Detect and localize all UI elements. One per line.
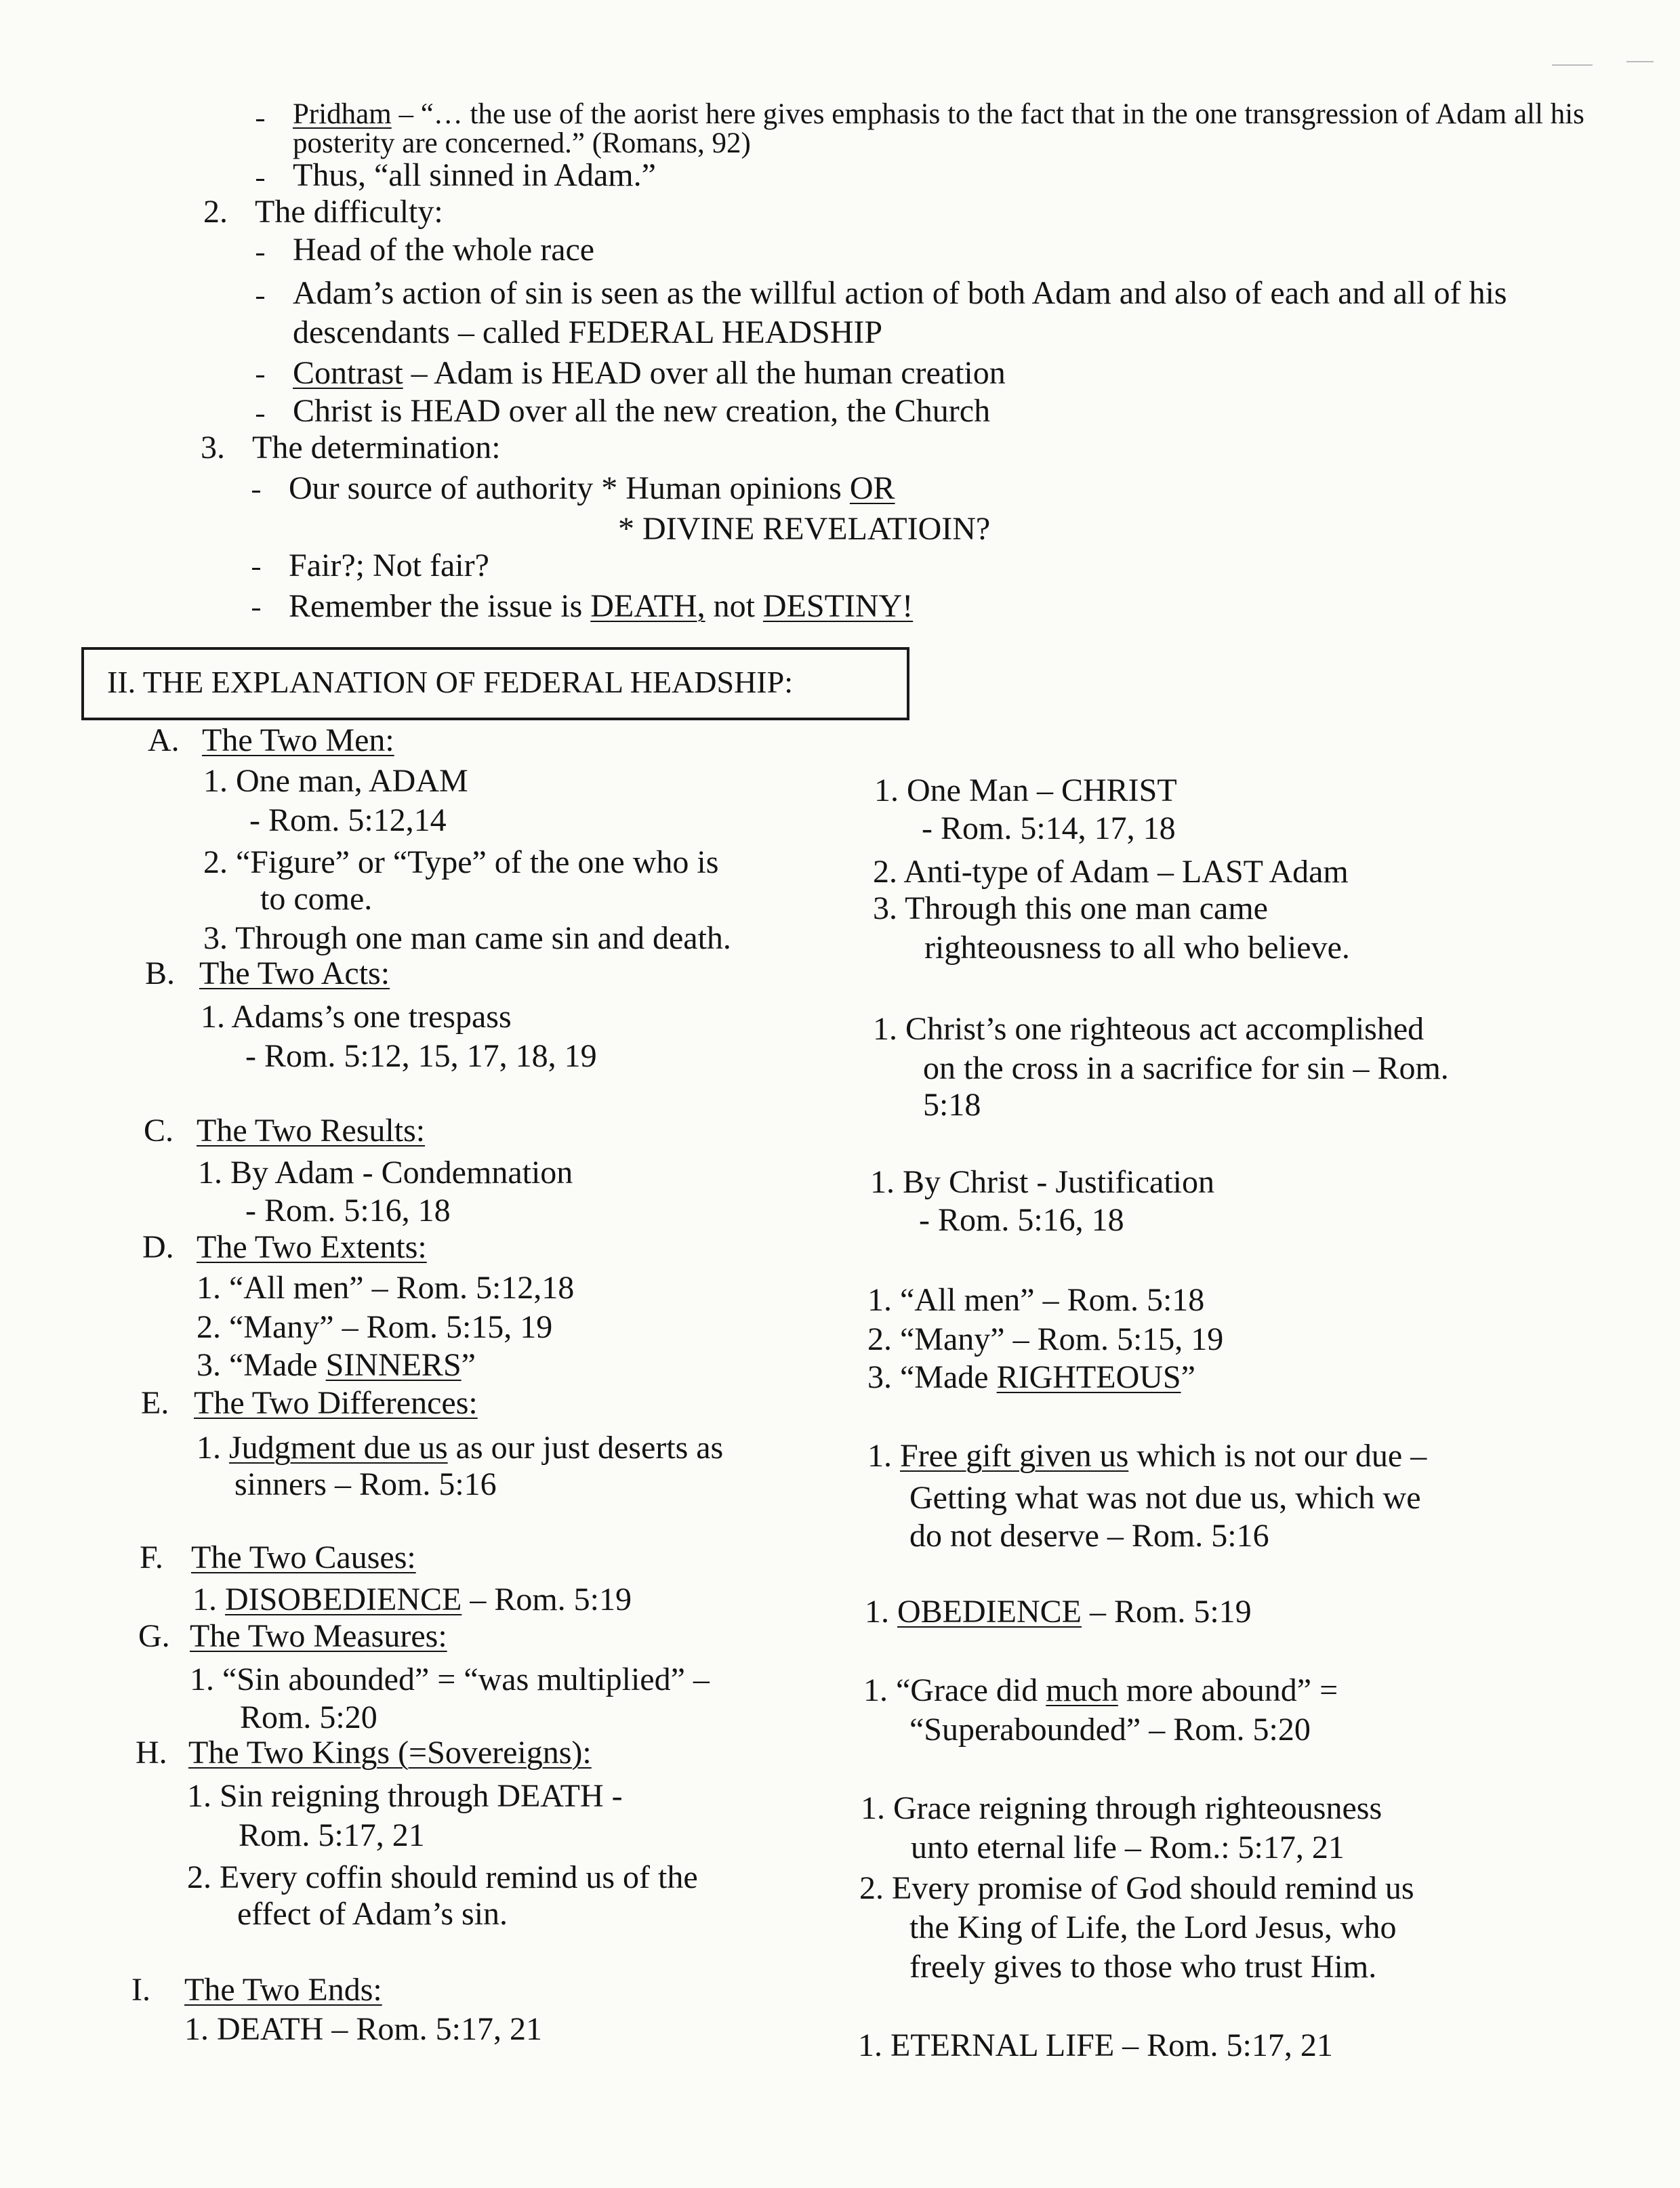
outline-heading: The Two Differences: [194,1385,478,1421]
outline-letter: G. [138,1618,170,1654]
outline-heading: The Two Kings (=Sovereigns): [188,1735,592,1771]
bullet-text-cont: * DIVINE REVELATIOIN? [618,511,991,547]
list-heading: The determination: [252,430,501,466]
bullet-text: Contrast – Adam is HEAD over all the human creation [293,355,1006,391]
outline-letter: C. [144,1113,174,1149]
list-heading: The difficulty: [255,194,443,230]
right-item: 1. OBEDIENCE – Rom. 5:19 [865,1594,1252,1630]
outline-heading: The Two Results: [197,1113,426,1149]
outline-letter: B. [145,955,176,991]
bullet-text: Adam’s action of sin is seen as the willful action of both Adam and also of each and all of his [293,275,1507,311]
right-ref: - Rom. 5:16, 18 [919,1202,1124,1238]
bullet-dash [252,568,260,570]
right-item: 1. “Grace did much more abound” = [863,1672,1338,1708]
left-item: 1. Sin reigning through DEATH - [187,1778,623,1814]
author-name: Pridham [293,98,392,130]
right-item: 1. One Man – CHRIST [874,772,1177,808]
bullet-text: Christ is HEAD over all the new creation, the Church [293,393,991,429]
left-item: 3. Through one man came sin and death. [203,920,731,956]
left-item: 3. “Made SINNERS” [197,1347,476,1383]
right-item-cont: righteousness to all who believe. [924,930,1350,966]
right-ref: - Rom. 5:14, 17, 18 [922,810,1176,846]
bullet-text-cont: descendants – called FEDERAL HEADSHIP [293,314,883,350]
outline-heading: The Two Causes: [191,1540,416,1575]
scan-mark [1626,61,1654,62]
left-item: 1. “Sin abounded” = “was multiplied” – [190,1661,710,1697]
right-item-cont: unto eternal life – Rom.: 5:17, 21 [911,1830,1345,1865]
left-item-cont: to come. [260,881,373,917]
left-item: 1. By Adam - Condemnation [198,1155,573,1191]
right-item: 1. By Christ - Justification [870,1164,1214,1200]
right-item: 1. Grace reigning through righteousness [861,1790,1382,1826]
left-item: 2. “Many” – Rom. 5:15, 19 [197,1309,553,1345]
right-item-cont: Getting what was not due us, which we [909,1480,1421,1516]
right-item: 2. Anti-type of Adam – LAST Adam [873,854,1349,890]
outline-letter: F. [140,1540,163,1575]
section-title-box [81,647,909,720]
bullet-dash [256,119,264,121]
left-item: 2. Every coffin should remind us of the [187,1859,698,1895]
outline-heading: The Two Ends: [184,1972,382,2008]
bullet-dash [256,253,264,255]
right-item-cont: the King of Life, the Lord Jesus, who [909,1910,1397,1945]
left-item-cont: effect of Adam’s sin. [237,1896,508,1932]
outline-letter: D. [142,1229,174,1265]
right-item-cont: freely gives to those who trust Him. [909,1949,1377,1985]
left-item: 1. Judgment due us as our just deserts as [197,1430,724,1466]
bullet-dash [256,375,264,377]
bullet-dash [256,297,264,299]
bullet-text: Thus, “all sinned in Adam.” [293,157,656,193]
left-item: 1. DEATH – Rom. 5:17, 21 [184,2011,542,2047]
scan-mark [1552,64,1593,66]
left-item: 1. One man, ADAM [203,763,468,799]
left-ref: - Rom. 5:12,14 [249,802,447,838]
bullet-text: Our source of authority * Human opinions OR [289,470,895,506]
right-item: 2. “Many” – Rom. 5:15, 19 [867,1321,1224,1357]
bullet-dash [256,179,264,181]
left-item-cont: sinners – Rom. 5:16 [234,1466,497,1502]
left-item: 2. “Figure” or “Type” of the one who is [203,844,719,880]
bullet-dash [252,491,260,493]
right-item: 1. Free gift given us which is not our due – [867,1438,1427,1474]
bullet-text: Head of the whole race [293,232,595,268]
right-item: 3. “Made RIGHTEOUS” [867,1359,1195,1395]
bullet-dash [252,608,260,611]
right-item: 1. Christ’s one righteous act accomplished [873,1011,1425,1047]
quote-line: Pridham – “… the use of the aorist here gives emphasis to the fact that in the one transgression of Adam all his [293,98,1584,130]
list-number: 3. [201,430,225,466]
outline-letter: H. [136,1735,167,1771]
section-title: II. THE EXPLANATION OF FEDERAL HEADSHIP: [107,665,793,699]
left-ref: - Rom. 5:12, 15, 17, 18, 19 [245,1038,597,1074]
right-item-cont: 5:18 [923,1087,981,1123]
left-item-cont: Rom. 5:20 [240,1699,377,1735]
right-item: 1. ETERNAL LIFE – Rom. 5:17, 21 [858,2027,1333,2063]
right-item: 3. Through this one man came [873,890,1268,926]
list-number: 2. [203,194,228,230]
right-item-cont: on the cross in a sacrifice for sin – Rom. [923,1050,1449,1086]
outline-letter: I. [131,1972,150,2008]
outline-heading: The Two Acts: [199,955,390,991]
left-item: 1. Adams’s one trespass [201,999,512,1035]
bullet-text: Fair?; Not fair? [289,548,489,583]
bullet-text: Remember the issue is DEATH, not DESTINY! [289,588,914,624]
right-item: 1. “All men” – Rom. 5:18 [867,1282,1205,1318]
outline-heading: The Two Extents: [197,1229,427,1265]
left-item-cont: Rom. 5:17, 21 [239,1817,425,1853]
left-item: 1. “All men” – Rom. 5:12,18 [197,1270,575,1306]
right-item-cont: “Superabounded” – Rom. 5:20 [909,1712,1311,1748]
left-item: 1. DISOBEDIENCE – Rom. 5:19 [192,1582,632,1617]
outline-heading: The Two Men: [202,722,394,758]
outline-letter: A. [148,722,180,758]
quote-line-cont: posterity are concerned.” (Romans, 92) [293,127,751,159]
outline-letter: E. [141,1385,169,1421]
bullet-dash [256,415,264,417]
outline-heading: The Two Measures: [190,1618,447,1654]
left-ref: - Rom. 5:16, 18 [245,1193,451,1229]
right-item: 2. Every promise of God should remind us [859,1870,1414,1906]
right-item-cont: do not deserve – Rom. 5:16 [909,1518,1269,1554]
